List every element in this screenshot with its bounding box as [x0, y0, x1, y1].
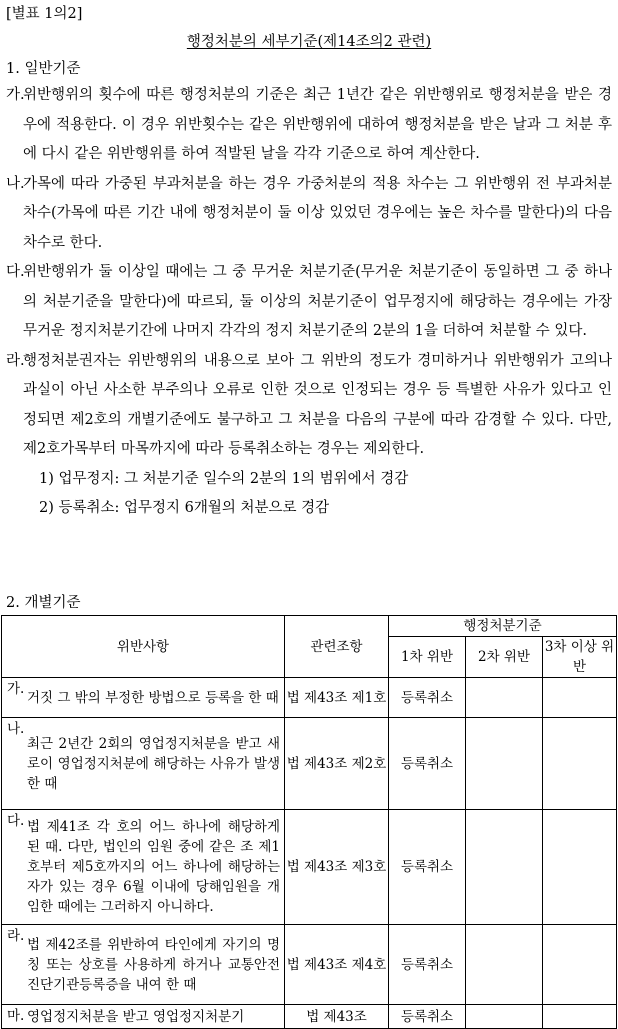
third-violation-cell — [543, 1005, 617, 1029]
general-item-ga — [6, 81, 612, 170]
row-marker: 라. — [7, 928, 25, 944]
violation-cell — [2, 925, 285, 1005]
table-row — [2, 1005, 617, 1029]
law-cell: 법 제43조 제1호 — [285, 678, 389, 718]
first-violation-cell: 등록취소 — [389, 718, 466, 810]
subitem-suspension: 1) 업무정지: 그 처분기준 일수의 2분의 1의 범위에서 경감 — [39, 470, 409, 487]
row-marker: 나. — [7, 721, 25, 737]
second-violation-cell — [466, 1005, 543, 1029]
header-first-violation: 1차 위반 — [389, 637, 466, 678]
table-row — [2, 678, 617, 718]
table-row — [2, 718, 617, 810]
item-text: 행정처분권자는 위반행위의 내용으로 보아 그 위반의 정도가 경미하거나 위반행위가 고의나 과실이 아닌 사소한 부주의나 오류로 인한 것으로 인정되는 경우 등 특별한 사유가 있다고 인정되면 제2호의 개별기준에도 불구하고 그 처분을 다음의 구분에 따라 감경할 수 있다. 다만, 제2호가목부터 마목까지에 따라 등록취소하는 경우는 제외한다. — [23, 352, 612, 457]
first-violation-cell: 등록취소 — [389, 1005, 466, 1029]
annex-label: [별표 1의2] — [6, 6, 83, 22]
table-row — [2, 810, 617, 925]
violation-text: 거짓 그 밖의 부정한 방법으로 등록을 한 때 — [27, 689, 279, 706]
violation-cell — [2, 718, 285, 810]
first-violation-cell: 등록취소 — [389, 810, 466, 925]
general-item-na — [6, 170, 612, 259]
header-violation: 위반사항 — [2, 616, 285, 678]
violation-cell — [2, 1005, 285, 1029]
violation-cell — [2, 810, 285, 925]
law-cell: 법 제43조 제4호 — [285, 925, 389, 1005]
row-marker: 마. — [7, 1008, 25, 1024]
violation-text: 영업정지처분을 받고 영업정지처분기 — [27, 1008, 245, 1025]
document-title — [0, 30, 618, 51]
criteria-table — [1, 615, 617, 1029]
item-text: 위반행위의 횟수에 따른 행정처분의 기준은 최근 1년간 같은 위반행위로 행정처분을 받은 경우에 적용한다. 이 경우 위반횟수는 같은 위반행위에 대하여 행정처분을 받은 날과 그 처분 후에 다시 같은 위반행위를 하여 적발된 날을 각각 기준으로 하여 계산한다. — [23, 87, 612, 162]
general-item-da — [6, 258, 612, 347]
general-criteria-heading: 1. 일반기준 — [6, 61, 81, 77]
violation-text: 최근 2년간 2회의 영업정지처분을 받고 새로이 영업정지처분에 해당하는 사유가 발생한 때 — [27, 735, 280, 792]
law-cell: 법 제43조 — [285, 1005, 389, 1029]
second-violation-cell — [466, 678, 543, 718]
second-violation-cell — [466, 718, 543, 810]
violation-text: 법 제41조 각 호의 어느 하나에 해당하게 된 때. 다만, 법인의 임원 중에 같은 조 제1호부터 제5호까지의 어느 하나에 해당하는 자가 있는 경우 6월 이내에 당해임원을 개임한 때에는 그러하지 아니하다. — [27, 819, 280, 915]
individual-criteria-heading: 2. 개별기준 — [6, 595, 81, 611]
row-marker: 가. — [7, 681, 25, 697]
violation-cell — [2, 678, 285, 718]
violation-text: 법 제42조를 위반하여 타인에게 자기의 명칭 또는 상호를 사용하게 하거나 교통안전진단기관등록증을 내여 한 때 — [27, 936, 280, 993]
third-violation-cell — [543, 925, 617, 1005]
general-item-ra — [6, 347, 612, 465]
header-disposition-criteria: 행정처분기준 — [389, 616, 617, 637]
item-marker: 가. — [6, 87, 25, 103]
first-violation-cell: 등록취소 — [389, 678, 466, 718]
item-marker: 라. — [6, 352, 25, 369]
first-violation-cell: 등록취소 — [389, 925, 466, 1005]
general-criteria-section — [6, 57, 612, 523]
header-law: 관련조항 — [285, 616, 389, 678]
row-marker: 다. — [7, 813, 25, 829]
header-third-violation: 3차 이상 위반 — [543, 637, 617, 678]
third-violation-cell — [543, 678, 617, 718]
item-text: 위반행위가 둘 이상일 때에는 그 중 무거운 처분기준(무거운 처분기준이 동일하면 그 중 하나의 처분기준을 말한다)에 따르되, 둘 이상의 처분기준이 업무정지에 해당하는 경우에는 가장 무거운 정지처분기간에 나머지 각각의 정지 처분기준의 2분의 1을 더하여 처분할 수 있다. — [23, 264, 612, 339]
table-row — [2, 925, 617, 1005]
item-marker: 나. — [6, 175, 25, 192]
law-cell: 법 제43조 제2호 — [285, 718, 389, 810]
item-text: 가목에 따라 가중된 부과처분을 하는 경우 가중처분의 적용 차수는 그 위반행위 전 부과처분 차수(가목에 따른 기간 내에 행정처분이 둘 이상 있었던 경우에는 높은 차수를 말한다)의 다음 차수로 한다. — [23, 175, 612, 251]
third-violation-cell — [543, 718, 617, 810]
law-cell: 법 제43조 제3호 — [285, 810, 389, 925]
document-title-text: 행정처분의 세부기준(제14조의2 관련) — [186, 34, 432, 50]
subitem-cancellation: 2) 등록취소: 업무정지 6개월의 처분으로 경감 — [39, 499, 330, 516]
third-violation-cell — [543, 810, 617, 925]
second-violation-cell — [466, 810, 543, 925]
second-violation-cell — [466, 925, 543, 1005]
header-second-violation: 2차 위반 — [466, 637, 543, 678]
item-marker: 다. — [6, 264, 25, 280]
